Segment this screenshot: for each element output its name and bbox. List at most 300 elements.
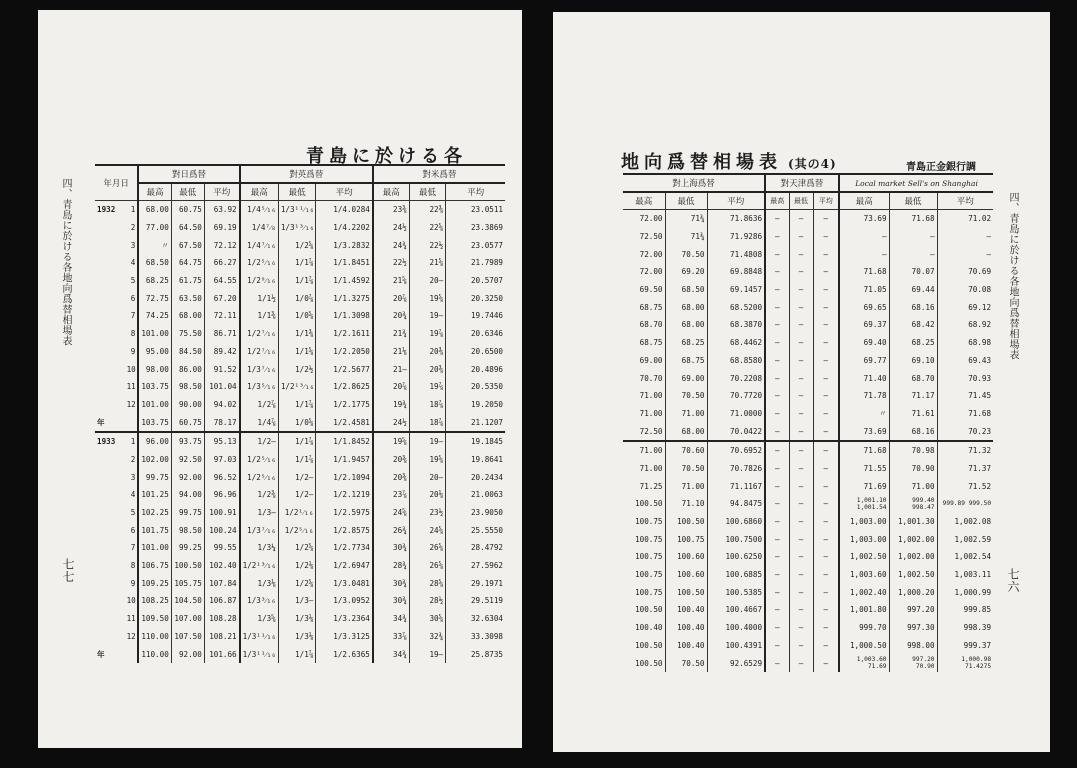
row-month: 3 [130,240,136,250]
row-year [95,610,125,628]
table-cell: — [789,316,813,334]
table-cell: — [765,298,789,316]
group-header-shanghai: 對上海爲替 [623,174,765,192]
right-page-title [621,148,837,174]
table-row [623,334,993,352]
table-cell: — [813,548,839,566]
table-cell: 1/2⅝ [278,236,316,254]
table-cell: 23⅞ [373,486,409,504]
table-cell: 71¾ [665,210,707,228]
row-year [95,396,125,414]
table-row [95,521,505,539]
col-header: 最高 [765,192,789,210]
row-year [95,628,125,646]
table-cell: 72.12 [204,236,239,254]
table-cell: 69.00 [665,369,707,387]
table-cell: — [765,245,789,263]
table-cell: — [765,441,789,460]
table-cell: 73.69 [839,210,889,228]
table-cell: 19.2050 [446,396,505,414]
table-cell: 70.50 [665,387,707,405]
table-cell: 110.00 [138,645,171,663]
table-cell: — [789,422,813,441]
table-row [95,539,505,557]
right-side-title: 四、青島に於ける各地向爲替相場表 [1007,192,1018,360]
table-row [623,210,993,228]
table-cell: — [765,228,789,246]
group-header-america: 對米爲替 [373,165,505,183]
table-cell: 100.75 [635,534,663,544]
table-cell: — [765,422,789,441]
table-cell: 〃 [138,236,171,254]
table-cell: 1/0⅞ [278,289,316,307]
table-cell: 20.3250 [446,289,505,307]
table-cell: 103.75 [138,378,171,396]
table-cell: 23½ [409,504,445,522]
table-cell: 1/1.8452 [316,432,373,451]
col-header: 最低 [171,183,204,201]
row-year [95,521,125,539]
table-cell: 71.0000 [707,405,765,423]
table-cell: — [789,405,813,423]
table-cell: 30¾ [373,574,409,592]
row-month: 3 [130,472,136,482]
table-cell: 1/2⅝ [278,539,316,557]
table-cell: — [813,441,839,460]
table-cell: 68.8580 [707,352,765,370]
table-cell: 100.50 [635,658,663,668]
table-cell: — [765,566,789,584]
row-month: 8 [130,561,136,571]
table-cell: 20— [409,468,445,486]
table-cell: 20⅞ [373,378,409,396]
table-row [623,263,993,281]
table-cell: 1/3¹¹⁄₁₆ [240,628,279,646]
table-cell: 99.25 [171,539,204,557]
table-cell: 20⅜ [373,451,409,469]
table-cell: 71.00 [639,391,663,401]
table-cell: 100.75 [635,517,663,527]
table-cell: 102.40 [204,557,239,575]
table-cell: 60.75 [171,413,204,432]
table-cell: 1,002.08 [937,513,993,531]
table-cell: 71.00 [665,477,707,495]
table-cell: 71.02 [937,210,993,228]
table-cell: 71.37 [937,460,993,478]
table-cell: 95.00 [138,343,171,361]
table-row [95,201,505,219]
col-header: 平均 [446,183,505,201]
table-cell: 1/2⁵⁄₁₆ [278,521,316,539]
table-cell: — [813,352,839,370]
table-cell: 68.50 [138,254,171,272]
table-cell: 98.50 [171,521,204,539]
col-header: 最高 [240,183,279,201]
table-cell: 100.40 [665,601,707,619]
table-cell: 68.70 [889,369,937,387]
table-cell: 1/3¹³⁄₁₆ [278,219,316,237]
table-cell: 68.4462 [707,334,765,352]
table-cell: 70.98 [889,441,937,460]
table-row [623,548,993,566]
table-cell: — [789,298,813,316]
table-cell: 1/3⁵⁄₁₆ [240,378,279,396]
table-cell: 20.6346 [446,325,505,343]
table-cell: 1/2⁷⁄₁₆ [240,343,279,361]
col-header: 最低 [889,192,937,210]
table-cell: — [789,245,813,263]
group-header-britain: 對英爲替 [240,165,373,183]
table-cell: 1/1⅞ [278,254,316,272]
table-row [623,460,993,478]
row-year [95,451,125,469]
table-cell: 21.0063 [446,486,505,504]
table-cell: 1/2½ [278,360,316,378]
table-cell: — [813,477,839,495]
table-cell: 1/2.1094 [316,468,373,486]
table-cell: 64.55 [204,272,239,290]
row-year [95,378,125,396]
table-cell: 34¾ [373,610,409,628]
table-cell: — [765,210,789,228]
table-cell: — [889,245,937,263]
table-cell: 71.68 [839,441,889,460]
row-month: 1 [130,205,136,215]
table-cell: — [765,619,789,637]
table-cell: 1/2.1775 [316,396,373,414]
row-year [95,325,125,343]
table-cell: 19— [409,432,445,451]
table-cell: 68.00 [171,307,204,325]
table-cell: 1,003.00 [839,530,889,548]
row-year [95,289,125,307]
table-row [623,566,993,584]
table-cell: 68.75 [665,352,707,370]
table-cell: 95.13 [204,432,239,451]
row-month [125,645,139,663]
table-cell: 20⅜ [409,343,445,361]
table-cell: — [765,405,789,423]
table-cell: 92.6529 [707,654,765,672]
col-header: 最高 [138,183,171,201]
row-month: 2 [130,454,136,464]
table-cell: 70.60 [665,441,707,460]
table-cell: — [789,263,813,281]
table-row [95,628,505,646]
table-cell: 1/3³⁄₁₆ [240,592,279,610]
row-year [95,504,125,522]
table-cell: — [789,601,813,619]
table-cell: 23.9050 [446,504,505,522]
row-year [95,468,125,486]
table-cell: 69.19 [204,219,239,237]
table-cell: 1/2⁵⁄₁₆ [240,468,279,486]
table-cell: 60.75 [171,201,204,219]
table-cell: 1,002.00 [889,548,937,566]
table-cell: — [813,281,839,299]
table-cell: 1/2.1219 [316,486,373,504]
table-cell: 1/2¹³⁄₁₆ [278,378,316,396]
table-row [623,601,993,619]
col-header: 平均 [204,183,239,201]
table-row [623,619,993,637]
table-cell: 19— [409,307,445,325]
table-cell: 1/3¼ [240,539,279,557]
table-cell: 20⅜ [409,360,445,378]
table-cell: 1/4⁷⁄₁₆ [240,236,279,254]
table-cell: 109.25 [138,574,171,592]
row-month: 12 [126,399,136,409]
table-cell: 1/0⅝ [278,413,316,432]
table-cell: 28½ [409,592,445,610]
table-cell: 71.10 [665,495,707,513]
table-cell: 1/2— [278,486,316,504]
table-cell: — [765,601,789,619]
table-cell: 1/2⁹⁄₁₆ [240,272,279,290]
table-cell: 71.45 [937,387,993,405]
col-header: 最高 [839,192,889,210]
table-cell: — [789,387,813,405]
table-cell: 100.75 [635,587,663,597]
table-cell: 78.17 [204,413,239,432]
table-cell: 71.25 [639,481,663,491]
table-cell: 100.60 [665,566,707,584]
table-cell: 21.7989 [446,254,505,272]
table-cell: 1/2— [278,468,316,486]
table-cell: 1/3¹¹⁄₁₆ [278,201,316,219]
table-cell: 999.40 998.47 [889,495,937,513]
row-month: 7 [130,543,136,553]
table-cell: 20.4896 [446,360,505,378]
row-month: 6 [130,293,136,303]
table-row [95,343,505,361]
table-cell: 19⅞ [409,378,445,396]
table-cell: 69.43 [937,352,993,370]
table-cell: 32.6304 [446,610,505,628]
table-cell: 1/4⁷⁄₈ [240,219,279,237]
table-cell: 1,002.40 [839,583,889,601]
table-cell: — [813,619,839,637]
table-cell: 1/1.3275 [316,289,373,307]
table-cell: 71.1167 [707,477,765,495]
table-cell: 89.42 [204,343,239,361]
table-cell: — [765,387,789,405]
table-row [95,219,505,237]
table-cell: 1/1½ [240,289,279,307]
row-year [95,343,125,361]
table-cell: 63.92 [204,201,239,219]
table-cell: — [765,583,789,601]
table-cell: 1/3.2364 [316,610,373,628]
table-cell: 70.70 [639,373,663,383]
table-row [95,610,505,628]
table-row [95,289,505,307]
table-cell: 26¾ [373,521,409,539]
table-cell: 68.00 [665,316,707,334]
table-cell: 71.4808 [707,245,765,263]
table-cell: 19⅝ [373,432,409,451]
table-cell: 19.7446 [446,307,505,325]
row-month: 7 [130,311,136,321]
table-cell: 1,003.60 [839,566,889,584]
table-cell: 100.91 [204,504,239,522]
table-row [95,574,505,592]
row-month: 4 [130,490,136,500]
table-row [623,316,993,334]
table-cell: 32¾ [409,628,445,646]
table-cell: 71¾ [665,228,707,246]
table-cell: 102.25 [138,504,171,522]
table-cell: 100.40 [635,623,663,633]
table-cell: 68.16 [889,422,937,441]
table-cell: 64.75 [171,254,204,272]
table-cell: 1/3— [278,592,316,610]
table-row [623,441,993,460]
table-cell: — [813,601,839,619]
table-cell: 67.20 [204,289,239,307]
table-cell: — [813,654,839,672]
table-cell: 64.50 [171,219,204,237]
table-cell: — [765,460,789,478]
table-cell: 97.03 [204,451,239,469]
left-exchange-table [95,164,505,663]
table-cell: 30¾ [373,592,409,610]
table-cell: 70.6952 [707,441,765,460]
table-cell: 68.25 [889,334,937,352]
table-cell: — [789,530,813,548]
right-page-number: 七六 [1006,568,1020,593]
table-cell: 997.20 70.90 [889,654,937,672]
table-cell: 71.00 [639,408,663,418]
table-cell: 71.55 [839,460,889,478]
table-cell: 1/1⅞ [278,645,316,663]
table-cell: 22½ [409,236,445,254]
table-cell: 1/3⅛ [278,610,316,628]
table-cell: 70.0422 [707,422,765,441]
table-cell: 1/3⁷⁄₁₆ [240,521,279,539]
table-cell: 1,000.20 [889,583,937,601]
table-cell: 68.42 [889,316,937,334]
table-cell: 101.75 [138,521,171,539]
table-cell: 91.52 [204,360,239,378]
table-cell: 71.9286 [707,228,765,246]
table-cell: — [765,654,789,672]
table-row [95,396,505,414]
row-month: 11 [126,614,136,624]
table-cell: 1/4⅞ [240,413,279,432]
table-row [95,360,505,378]
table-cell: 28¾ [373,557,409,575]
table-cell: 20.5350 [446,378,505,396]
row-month: 10 [126,364,136,374]
table-cell: 1/2⅜ [240,486,279,504]
table-cell: 30¾ [373,539,409,557]
row-month: 12 [126,631,136,641]
table-cell: 1/1⅞ [278,396,316,414]
table-cell: 21⅝ [409,254,445,272]
table-cell: — [765,495,789,513]
table-cell: 101.00 [138,539,171,557]
table-cell: 1/2.7734 [316,539,373,557]
table-cell: — [789,228,813,246]
table-cell: — [937,245,993,263]
table-cell: 70.23 [937,422,993,441]
table-cell: 1,002.50 [889,566,937,584]
table-row [623,513,993,531]
table-row [95,592,505,610]
table-cell: 1/1⅜ [278,325,316,343]
table-cell: 110.00 [138,628,171,646]
table-cell: 66.27 [204,254,239,272]
table-cell: 999.70 [839,619,889,637]
table-cell: 1/2.8625 [316,378,373,396]
table-row [623,228,993,246]
table-cell: 1/2.6947 [316,557,373,575]
table-cell: — [789,548,813,566]
table-cell: 20⅜ [373,468,409,486]
table-cell: 100.50 [171,557,204,575]
table-cell: 28.4792 [446,539,505,557]
table-cell: 69.37 [839,316,889,334]
table-cell: 29.1971 [446,574,505,592]
table-cell: 68.75 [639,338,663,348]
table-cell: 1/1.4592 [316,272,373,290]
table-cell: 101.00 [138,325,171,343]
table-cell: 997.20 [889,601,937,619]
row-month: 8 [130,329,136,339]
table-cell: 68.25 [665,334,707,352]
table-cell: 23⅜ [373,201,409,219]
table-cell: — [789,477,813,495]
table-cell: 70.08 [937,281,993,299]
table-cell: 72.00 [639,214,663,224]
row-month: 4 [130,258,136,268]
table-cell: — [813,637,839,655]
table-cell: 1/3— [240,504,279,522]
row-month: 6 [130,525,136,535]
table-cell: 1/2— [240,432,279,451]
table-cell: 19.1845 [446,432,505,451]
table-cell: 93.75 [171,432,204,451]
table-cell: 1,000.50 [839,637,889,655]
row-month: 9 [130,578,136,588]
table-cell: 998.39 [937,619,993,637]
table-row [95,236,505,254]
table-cell: — [813,245,839,263]
table-cell: 1/1⅞ [278,451,316,469]
left-side-title: 四、青島に於ける各地向爲替相場表 [60,178,71,346]
table-cell: 20— [409,272,445,290]
table-cell: 96.52 [204,468,239,486]
row-year [95,219,125,237]
col-header: 最低 [665,192,707,210]
table-cell: 100.5385 [707,583,765,601]
table-row [623,422,993,441]
table-cell: 1/1⅝ [278,343,316,361]
table-cell: 106.75 [138,557,171,575]
table-cell: 71.00 [623,441,665,460]
table-row [623,637,993,655]
table-cell: 998.00 [889,637,937,655]
table-cell: 100.6250 [707,548,765,566]
table-cell: 33.3098 [446,628,505,646]
table-cell: — [765,548,789,566]
table-cell: 70.50 [665,460,707,478]
table-cell: 71.69 [839,477,889,495]
table-cell: 72.00 [639,249,663,259]
table-row [623,405,993,423]
table-row [95,378,505,396]
